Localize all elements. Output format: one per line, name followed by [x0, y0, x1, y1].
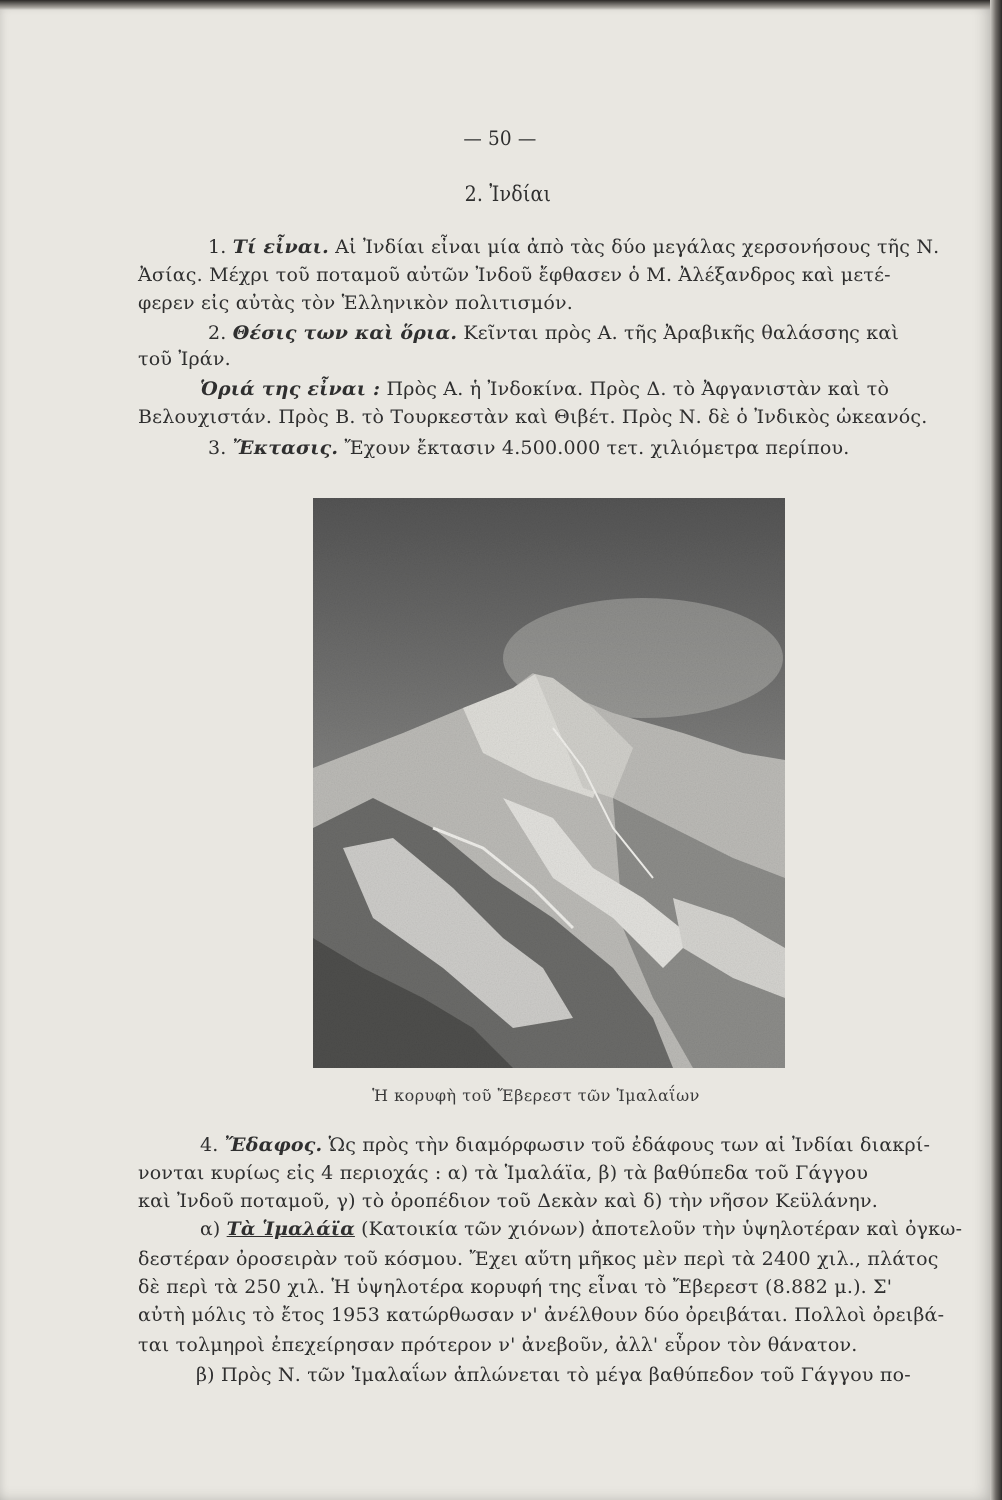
chapter-title: 2. Ἰνδίαι [464, 182, 552, 206]
page-right-edge [990, 0, 1002, 1500]
section-2-line-1 [208, 322, 899, 344]
section-1-line-3: φερεν εἰς αὐτὰς τὸν Ἑλληνικὸν πολιτισμόν. [138, 292, 573, 314]
section-4-heading: Ἔδαφος. [224, 1134, 323, 1156]
ganges-line-1: β) Πρὸς Ν. τῶν Ἱμαλαΐων ἁπλώνεται τὸ μέγα βαθύπεδον τοῦ Γάγγου πο- [196, 1364, 911, 1386]
section-1-line-2: Ἀσίας. Μέχρι τοῦ ποταμοῦ αὐτῶν Ἰνδοῦ ἔφθασεν ὁ Μ. Ἀλέξανδρος καὶ μετέ- [138, 264, 891, 286]
section-1-text: Αἱ Ἰνδίαι εἶναι μία ἀπὸ τὰς δύο μεγάλας χερσονήσους τῆς Ν. [335, 236, 940, 258]
himalaya-line-4: αὐτὴ μόλις τὸ ἔτος 1953 κατώρθωσαν ν' ἀνέλθουν δύο ὀρειβάται. Πολλοὶ ὀρειβά- [138, 1304, 945, 1326]
borders-heading: Ὁριά της εἶναι : [200, 378, 381, 400]
section-4-line-1 [200, 1134, 930, 1156]
section-4-number: 4. [200, 1134, 219, 1156]
section-2-heading: Θέσις των καὶ ὅρια. [232, 322, 458, 344]
section-2-text: Κεῖνται πρὸς Α. τῆς Ἀραβικῆς θαλάσσης καὶ [463, 322, 900, 344]
photo-caption: Ἡ κορυφὴ τοῦ Ἔβερεστ τῶν Ἱμαλαΐων [372, 1086, 700, 1105]
section-2-line-2: τοῦ Ἰράν. [138, 348, 231, 370]
borders-text: Πρὸς Α. ἡ Ἰνδοκίνα. Πρὸς Δ. τὸ Ἀφγανιστὰν καὶ τὸ [386, 378, 890, 400]
section-3-line-1 [208, 437, 850, 459]
himalaya-line-5: ται τολμηροὶ ἐπεχείρησαν πρότερον ν' ἀνεβοῦν, ἀλλ' εὗρον τὸν θάνατον. [138, 1334, 858, 1356]
section-2-number: 2. [208, 322, 227, 344]
section-2-line-4: Βελουχιστάν. Πρὸς Β. τὸ Τουρκεστὰν καὶ Θιβέτ. Πρὸς Ν. δὲ ὁ Ἰνδικὸς ὠκεανός. [138, 406, 928, 428]
section-4-line-2: νονται κυρίως εἰς 4 περιοχάς : α) τὰ Ἱμαλάϊα, β) τὰ βαθύπεδα τοῦ Γάγγου [138, 1162, 869, 1184]
page-number: — 50 — [463, 126, 537, 150]
everest-photo [313, 498, 785, 1068]
himalaya-line-2: δεστέραν ὀροσειρὰν τοῦ κόσμου. Ἔχει αὕτη μῆκος μὲν περὶ τὰ 2400 χιλ., πλάτος [138, 1248, 939, 1270]
section-4-line-3: καὶ Ἰνδοῦ ποταμοῦ, γ) τὸ ὀροπέδιον τοῦ Δεκὰν καὶ δ) τὴν νῆσον Κεϋλάνην. [138, 1190, 878, 1212]
section-1-heading: Τί εἶναι. [232, 236, 329, 258]
section-3-text: Ἔχουν ἔκτασιν 4.500.000 τετ. χιλιόμετρα περίπου. [344, 437, 850, 459]
himalaya-line-1 [200, 1218, 962, 1240]
himalaya-label: α) [200, 1218, 221, 1240]
section-3-heading: Ἔκτασις. [232, 437, 339, 459]
page-top-edge [0, 0, 1002, 10]
section-1-line-1 [208, 236, 939, 258]
section-4-text: Ὡς πρὸς τὴν διαμόρφωσιν τοῦ ἐδάφους των αἱ Ἰνδίαι διακρί- [328, 1134, 931, 1156]
himalaya-text: (Κατοικία τῶν χιόνων) ἀποτελοῦν τὴν ὑψηλοτέραν καὶ ὀγκω- [361, 1218, 963, 1240]
himalaya-line-3: δὲ περὶ τὰ 250 χιλ. Ἡ ὑψηλοτέρα κορυφή της εἶναι τὸ Ἔβερεστ (8.882 μ.). Σ' [138, 1276, 893, 1298]
himalaya-heading: Τὰ Ἱμαλάϊα [226, 1218, 355, 1240]
section-2-line-3 [200, 378, 889, 400]
section-3-number: 3. [208, 437, 227, 459]
section-1-number: 1. [208, 236, 227, 258]
